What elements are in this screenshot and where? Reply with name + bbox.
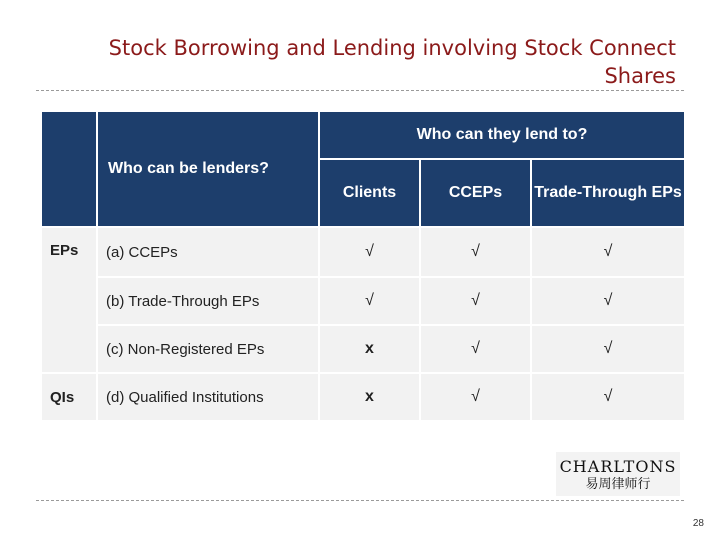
column-header-trade-through-eps: Trade-Through EPs — [532, 160, 684, 226]
row-label: (a) CCEPs — [98, 228, 318, 276]
column-header-clients: Clients — [320, 160, 419, 226]
category-eps: EPs — [42, 228, 96, 372]
table-row — [42, 228, 684, 276]
row-label: (b) Trade-Through EPs — [98, 278, 318, 324]
bottom-divider — [36, 500, 684, 501]
column-header-cceps: CCEPs — [421, 160, 530, 226]
mark-cell: √ — [532, 374, 684, 420]
lending-table — [40, 110, 686, 422]
table-row — [42, 326, 684, 372]
mark-cell: √ — [320, 278, 419, 324]
mark-cell: √ — [421, 228, 530, 276]
logo-brand-text: CHARLTONS — [559, 457, 677, 476]
page-number: 28 — [692, 518, 704, 529]
mark-cell: √ — [320, 228, 419, 276]
mark-cell: x — [320, 374, 419, 420]
mark-cell: √ — [421, 326, 530, 372]
header-lend-to: Who can they lend to? — [320, 112, 684, 158]
mark-cell: √ — [532, 278, 684, 324]
slide-title: Stock Borrowing and Lending involving Stock Connect Shares — [108, 36, 676, 88]
top-divider — [36, 90, 684, 91]
header-corner-cell — [42, 112, 96, 226]
mark-cell: √ — [421, 374, 530, 420]
table-row — [42, 374, 684, 420]
category-qis: QIs — [42, 374, 96, 420]
mark-cell: √ — [421, 278, 530, 324]
row-label: (c) Non-Registered EPs — [98, 326, 318, 372]
mark-cell: √ — [532, 228, 684, 276]
logo-chinese-text: 易周律师行 — [585, 477, 651, 492]
row-label: (d) Qualified Institutions — [98, 374, 318, 420]
table-row — [42, 278, 684, 324]
header-lenders: Who can be lenders? — [98, 112, 318, 226]
charltons-logo — [556, 452, 680, 496]
mark-cell: x — [320, 326, 419, 372]
mark-cell: √ — [532, 326, 684, 372]
